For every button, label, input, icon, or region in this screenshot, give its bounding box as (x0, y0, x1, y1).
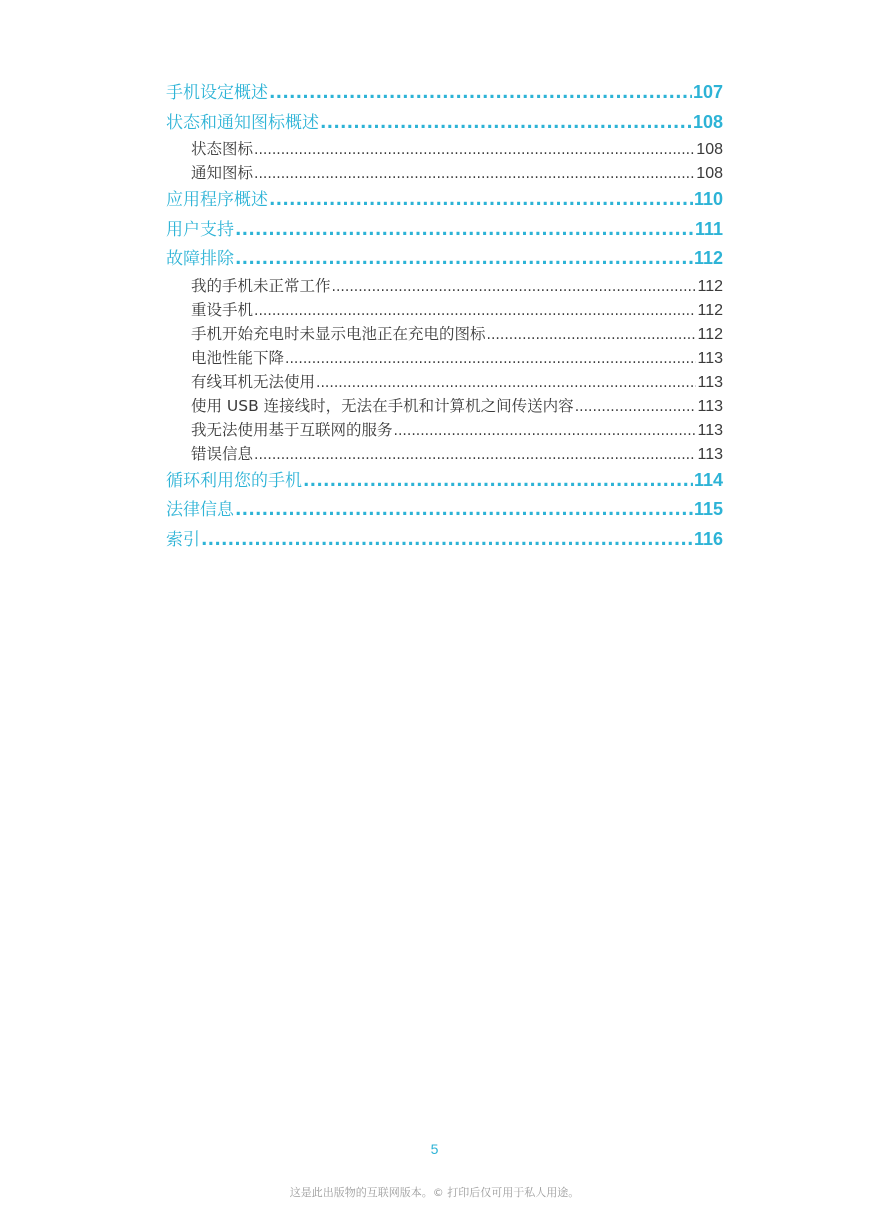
toc-subentry[interactable] (166, 370, 723, 394)
toc-dot-leader (254, 138, 695, 161)
toc-dot-leader (316, 371, 696, 394)
table-of-contents (166, 78, 723, 554)
toc-entry-page: 111 (694, 218, 723, 239)
toc-subentry[interactable] (166, 346, 723, 370)
toc-entry-title: 法律信息 (166, 500, 234, 520)
toc-subentry-title: 重设手机 (191, 300, 254, 319)
toc-entry-page: 114 (693, 469, 723, 490)
toc-subentry-page: 112 (697, 277, 723, 295)
toc-entry-page: 110 (693, 189, 723, 209)
toc-subentry[interactable] (166, 298, 723, 322)
toc-subentry-page: 113 (697, 397, 723, 415)
toc-subentry-title: 我的手机未正常工作 (191, 276, 331, 295)
toc-entry[interactable] (166, 466, 723, 496)
toc-dot-leader (487, 323, 697, 346)
toc-dot-leader (303, 467, 693, 496)
toc-subentry[interactable] (166, 394, 723, 418)
toc-entry-title: 循环利用您的手机 (166, 470, 302, 491)
toc-subentry-title: 有线耳机无法使用 (191, 372, 316, 391)
toc-dot-leader (575, 395, 697, 418)
toc-dot-leader (269, 79, 692, 108)
toc-subentry-title: 电池性能下降 (191, 348, 285, 367)
page-number: 5 (430, 1141, 439, 1157)
toc-entry-page: 107 (692, 82, 723, 102)
toc-entry-title: 故障排除 (166, 249, 234, 269)
toc-subentry-page: 108 (696, 141, 723, 158)
toc-dot-leader (235, 245, 693, 274)
toc-entry[interactable] (166, 78, 723, 108)
toc-subentry-title: 手机开始充电时未显示电池正在充电的图标 (191, 324, 486, 343)
toc-subentry-page: 113 (697, 349, 723, 367)
toc-subentry[interactable] (166, 137, 723, 161)
toc-entry[interactable] (166, 185, 723, 215)
toc-entry[interactable] (166, 525, 723, 555)
toc-subentry-page: 112 (697, 325, 723, 343)
toc-entry[interactable] (166, 244, 723, 274)
toc-subentry-page: 113 (697, 421, 723, 439)
toc-dot-leader (235, 496, 693, 525)
toc-entry-title: 手机设定概述 (166, 83, 268, 103)
toc-subentry-title: 通知图标 (191, 164, 254, 182)
toc-dot-leader (254, 443, 696, 466)
toc-subentry[interactable] (166, 161, 723, 185)
toc-entry-page: 115 (693, 499, 723, 519)
toc-dot-leader (269, 186, 693, 215)
toc-subentry-title: 状态图标 (191, 140, 254, 158)
toc-entry-page: 112 (693, 248, 723, 268)
toc-entry-title: 用户支持 (166, 219, 234, 240)
toc-dot-leader (285, 347, 696, 370)
toc-subentry[interactable] (166, 418, 723, 442)
toc-entry-title: 状态和通知图标概述 (166, 112, 319, 133)
toc-dot-leader (332, 275, 697, 298)
toc-entry-title: 索引 (166, 529, 200, 550)
toc-dot-leader (201, 526, 693, 555)
toc-dot-leader (235, 216, 694, 245)
toc-dot-leader (394, 419, 697, 442)
toc-entry-page: 108 (692, 111, 723, 132)
toc-subentry-title: 使用 USB 连接线时，无法在手机和计算机之间传送内容 (191, 396, 574, 415)
toc-subentry-title: 我无法使用基于互联网的服务 (191, 420, 393, 439)
copyright-notice: 这是此出版物的互联网版本。© 打印后仅可用于私人用途。 (289, 1186, 580, 1199)
toc-entry[interactable] (166, 215, 723, 245)
toc-dot-leader (254, 299, 696, 322)
toc-subentry-page: 112 (697, 301, 723, 319)
toc-entry[interactable] (166, 108, 723, 138)
toc-subentry[interactable] (166, 322, 723, 346)
toc-subentry-page: 113 (697, 445, 723, 463)
toc-entry-page: 116 (693, 528, 723, 549)
toc-dot-leader (254, 162, 695, 185)
toc-subentry[interactable] (166, 274, 723, 298)
toc-subentry-page: 108 (696, 165, 723, 182)
toc-subentry[interactable] (166, 442, 723, 466)
toc-dot-leader (320, 109, 692, 138)
toc-entry-title: 应用程序概述 (166, 190, 268, 210)
toc-entry[interactable] (166, 495, 723, 525)
toc-subentry-page: 113 (697, 373, 723, 391)
toc-subentry-title: 错误信息 (191, 444, 254, 463)
